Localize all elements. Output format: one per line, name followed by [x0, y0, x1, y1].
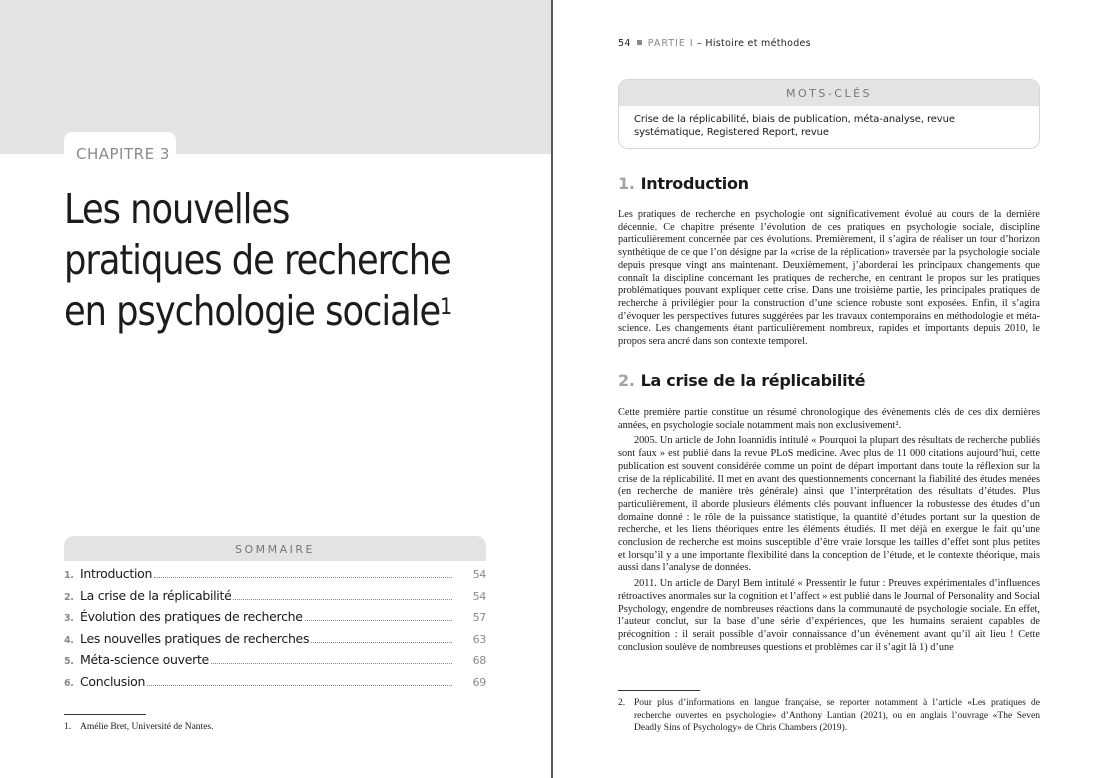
- toc-header: SOMMAIRE: [64, 536, 486, 561]
- toc-item-label: La crise de la réplicabilité: [80, 587, 232, 603]
- keywords-text: Crise de la réplicabilité, biais de publication, méta-analyse, revue systématique, Registered Report, revue: [634, 114, 955, 138]
- toc-item-number: 6.: [64, 677, 74, 689]
- toc-item-page: 54: [472, 568, 486, 581]
- toc-leader-dots: [154, 577, 452, 578]
- footnote-number: 2.: [618, 698, 626, 708]
- toc-item-label: Méta-science ouverte: [80, 652, 209, 668]
- chapter-label: CHAPITRE 3: [64, 132, 176, 176]
- paragraph: Cette première partie constitue un résumé chronologique des évènements clés de ces dix dernières années, en psychologie sociale notamment mais non exclusivement².: [618, 407, 1040, 431]
- footnote-text: Pour plus d’informations en langue française, se reporter notamment à l’article «Les pratiques de recherche ouvertes en psychologie» d’Anthony Lantian (2021), ou en anglais l’ouvrage «The Seven Deadly Sins of Psychology» de Chris Chambers (2019).: [634, 698, 1040, 734]
- toc-item-page: 54: [472, 589, 486, 603]
- toc-item-meta-science[interactable]: [64, 652, 486, 674]
- toc-leader-dots: [211, 663, 452, 664]
- footnote-number: 1.: [64, 722, 72, 732]
- toc-item-evolution[interactable]: [64, 609, 486, 631]
- toc-item-page: 57: [472, 611, 486, 625]
- running-head-section: Histoire et méthodes: [705, 38, 811, 49]
- footnote-text: Amélie Bret, Université de Nantes.: [80, 722, 214, 732]
- toc-item-number: 2.: [64, 591, 74, 603]
- table-of-contents: [64, 536, 486, 696]
- toc-item-number: 5.: [64, 656, 74, 668]
- paragraph: 2011. Un article de Daryl Bem intitulé « Pressentir le futur : Preuves expérimentales d’influences rétroactives anormales sur la cognition et l’affect » est publié dans le Journal of Personality and Social Psychology, engendre de nombreuses réactions dans la communauté de psychologie sociale. En effet, l’auteur conclut, sur la base d’une série d’expériences, que les humains seraient capables de précognition : il serait possible d’avoir connaissance d’un événement avant qu’il ait lieu ! Cette conclusion soulève de nombreuses questions et problèmes car il s’agit là 1) d’une: [618, 578, 1040, 653]
- keywords-box: [618, 79, 1040, 149]
- toc-item-page: 68: [472, 654, 486, 668]
- section-title: La crise de la réplicabilité: [640, 371, 866, 390]
- right-page: [553, 0, 1104, 778]
- footnote: [64, 722, 214, 732]
- toc-item-label: Conclusion: [80, 673, 146, 689]
- section-heading-replicability-crisis: [618, 371, 865, 390]
- chapter-title-line-text: en psychologie sociale: [64, 287, 441, 335]
- running-head: [618, 38, 811, 49]
- footnote-rule: [64, 714, 146, 715]
- toc-item-number: 1.: [64, 570, 74, 581]
- paragraph: 2005. Un article de John Ioannidis intitulé « Pourquoi la plupart des résultats de recherche publiés sont faux » est publié dans la revue PLoS medicine. Avec plus de 11 000 citations aujourd’hui, cette publication est souvent considérée comme un point de départ important dans toute la réflexion sur la crise de la réplicabilité. Il met en avant des questionnements concernant la fiabilité des études menées (en recherche de manière très générale) ainsi que l’interprétation des résultats d’études. Plus particulièrement, il aborde plusieurs éléments clés pouvant influencer la robustesse des études d’un domaine donné : le rôle de la puissance statistique, la quantité d’études portant sur la question de recherche, et les liens théoriques entre les éléments étudiés. Il met déjà en exergue le fait qu’une conclusion de recherche est moins susceptible d’être vraie lorsque les tailles d’effet sont plus petites et lorsqu’il y a une importante flexibilité dans la conception de l’étude, et le contexte théorique, mais aussi dans l’analyse de données.: [618, 435, 1040, 574]
- section-number: 1.: [618, 174, 635, 193]
- keywords-header: MOTS-CLÉS: [619, 80, 1039, 106]
- toc-item-label: Les nouvelles pratiques de recherches: [80, 630, 310, 646]
- left-page: [0, 0, 551, 778]
- footnote-rule: [618, 690, 700, 691]
- section-body-introduction: [618, 209, 1040, 349]
- chapter-title: [64, 184, 468, 337]
- running-head-separator: –: [693, 38, 706, 49]
- footnote: [618, 697, 1040, 735]
- title-footnote-ref[interactable]: 1: [440, 295, 452, 320]
- toc-leader-dots: [305, 620, 452, 621]
- toc-item-conclusion[interactable]: [64, 674, 486, 696]
- toc-item-label: Évolution des pratiques de recherche: [80, 609, 303, 625]
- toc-item-number: 4.: [64, 634, 74, 646]
- square-bullet-icon: [637, 40, 642, 45]
- toc-item-number: 3.: [64, 613, 74, 625]
- toc-leader-dots: [147, 685, 452, 686]
- section-number: 2.: [618, 371, 635, 390]
- page-number: 54: [618, 38, 631, 49]
- toc-item-replicability-crisis[interactable]: [64, 588, 486, 610]
- toc-item-introduction[interactable]: [64, 566, 486, 588]
- toc-item-page: 69: [472, 675, 486, 689]
- toc-item-label: Introduction: [80, 566, 153, 581]
- section-title: Introduction: [640, 174, 749, 193]
- toc-item-new-practices[interactable]: [64, 631, 486, 653]
- running-head-part: PARTIE I: [647, 38, 694, 49]
- toc-leader-dots: [311, 642, 452, 643]
- section-body-replicability-crisis: [618, 407, 1040, 654]
- toc-list: [64, 566, 486, 696]
- toc-leader-dots: [233, 599, 452, 600]
- chapter-title-line: [64, 286, 468, 337]
- section-heading-introduction: [618, 174, 749, 193]
- chapter-title-line: pratiques de recherche: [64, 236, 451, 284]
- chapter-header-band: [0, 0, 551, 154]
- chapter-title-line: Les nouvelles: [64, 185, 290, 233]
- paragraph: Les pratiques de recherche en psychologie ont significativement évolué au cours de la dernière décennie. Ce chapitre présente l’évolution de ces pratiques en psychologie sociale, discipline particulièrement concernée par ces évolutions. Premièrement, il s’agira de réaliser un tour d’horizon synthétique de ce que l’on désigne par la «crise de la réplication» traversée par la psychologie sociale depuis presque vingt ans maintenant. Deuxièmement, j’aborderai les principaux changements que connaît la discipline concernant les pratiques de recherche, en centrant le propos sur les pratiques problématiques pouvant expliquer cette crise. Dans une troisième partie, les principales pratiques de recherche à privilégier pour la construction d’une science robuste sont exposées. Enfin, il s’agira d’évoquer les perspectives futures suggérées par les travaux contemporains en méthodologie et méta-science. Les changements étant particulièrement nombreux, rapides et importants depuis 2010, le propos sera ancré dans son contexte temporel.: [618, 209, 1040, 348]
- toc-item-page: 63: [472, 632, 486, 646]
